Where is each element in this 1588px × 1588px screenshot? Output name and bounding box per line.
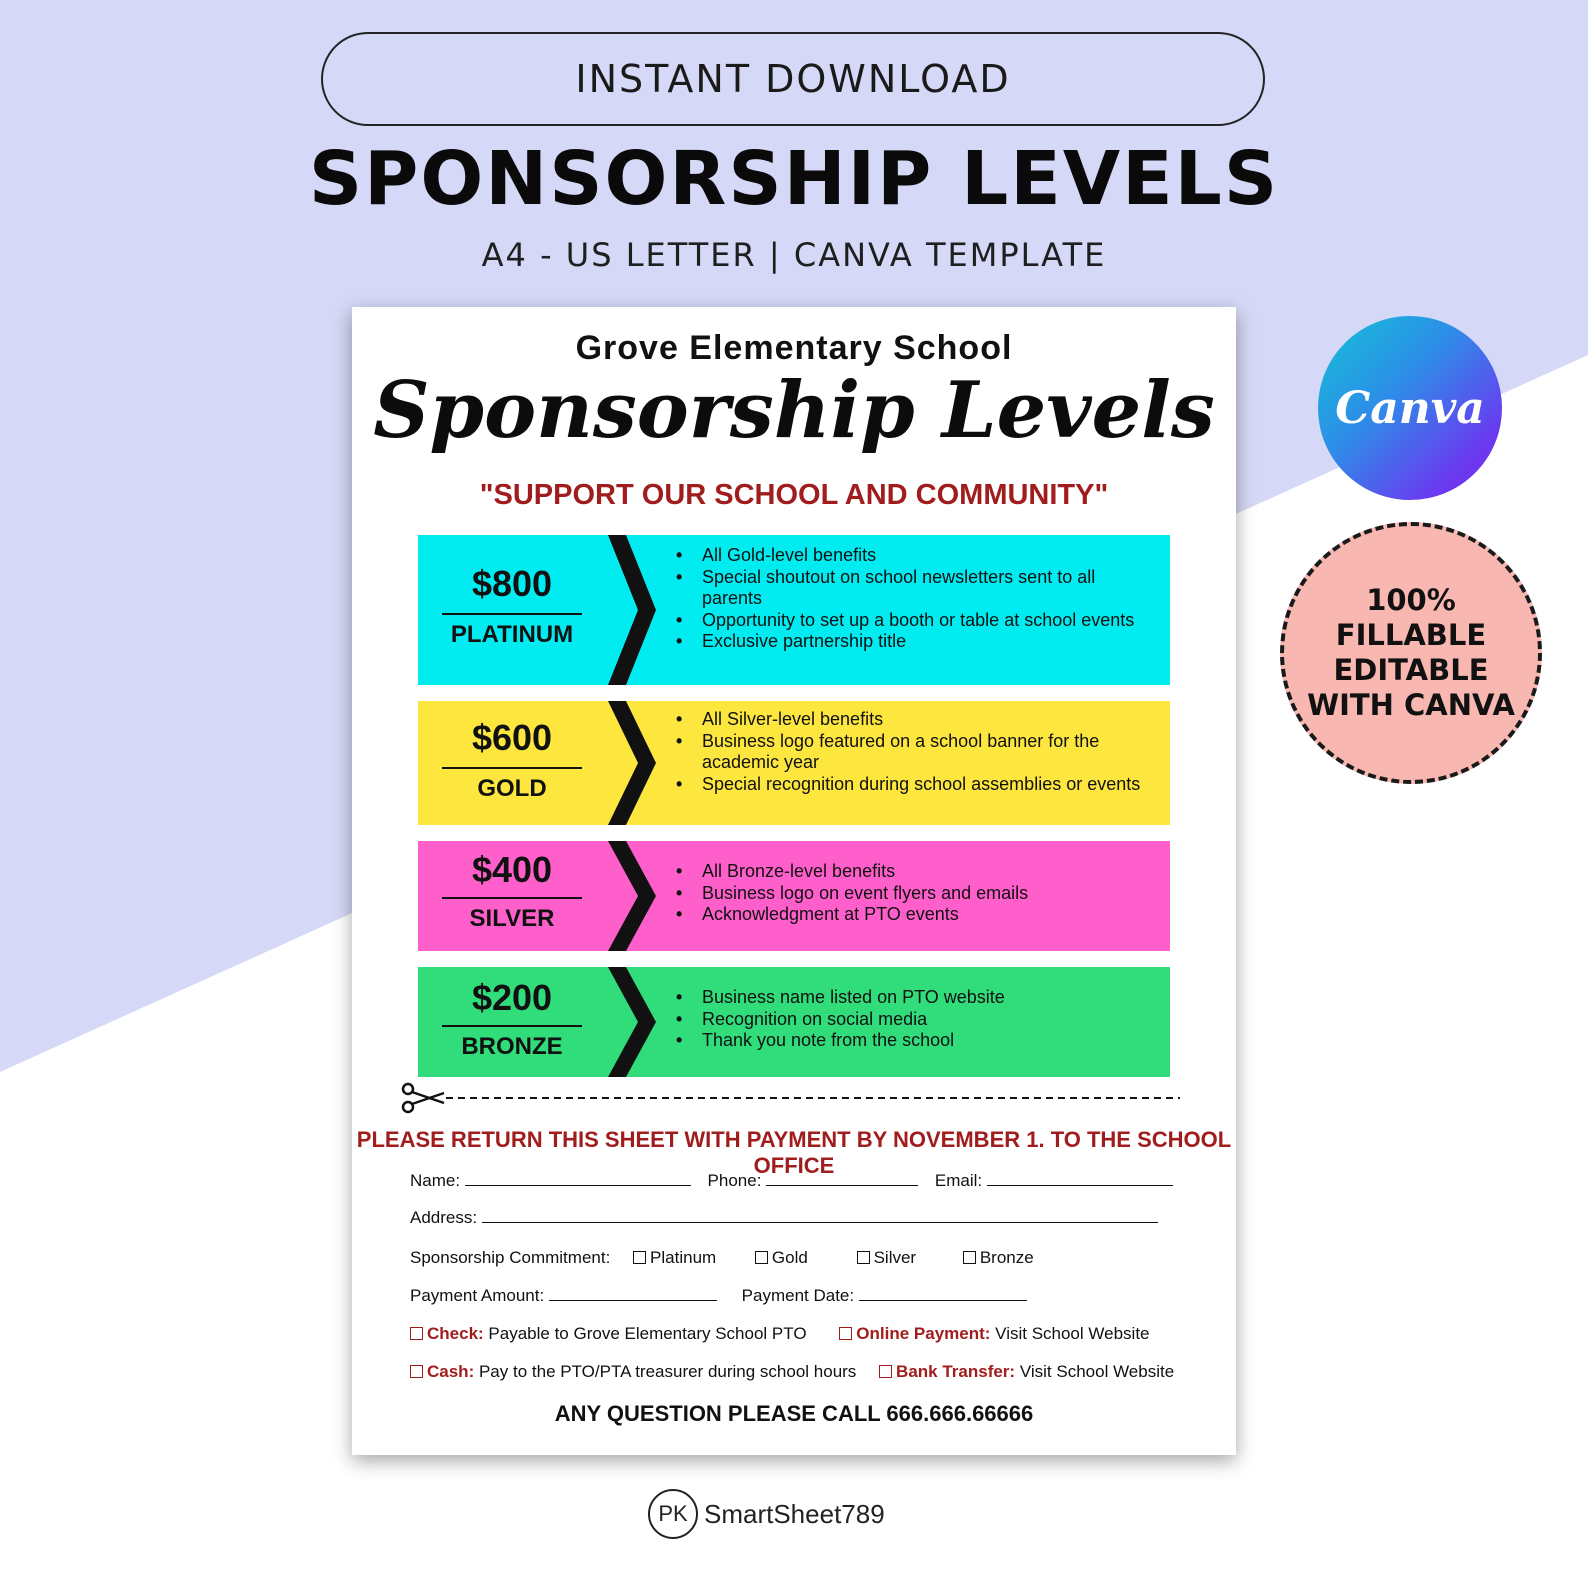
tier-name: BRONZE: [461, 1033, 563, 1060]
tier-price: $200: [471, 977, 553, 1018]
editable-badge: [1280, 522, 1542, 784]
tier-price: $800: [471, 563, 553, 604]
checkbox[interactable]: [839, 1327, 852, 1340]
flyer-tagline: "SUPPORT OUR SCHOOL AND COMMUNITY": [479, 479, 1109, 511]
tier-divider: [442, 767, 582, 769]
option-silver[interactable]: Silver: [857, 1248, 917, 1267]
tier-price-panel: [418, 701, 608, 825]
email-label: Email:: [934, 1171, 983, 1190]
checkbox[interactable]: [410, 1365, 423, 1378]
commitment-row: [410, 1248, 1034, 1268]
tier-divider: [442, 1025, 582, 1027]
flyer-sheet: [352, 307, 1236, 1455]
benefit-item: • All Silver-level benefits: [676, 709, 1150, 731]
benefit-item: • Special recognition during school assemblies or events: [676, 774, 1150, 796]
checkbox[interactable]: [410, 1327, 423, 1340]
benefit-item: • Business logo featured on a school banner for the academic year: [676, 731, 1150, 774]
tier-benefits: [676, 709, 1150, 795]
option-platinum[interactable]: Platinum: [633, 1248, 716, 1267]
payment-methods-row-1: [410, 1324, 1150, 1344]
canva-logo: Canva: [1318, 316, 1502, 500]
date-label: Payment Date:: [741, 1286, 855, 1305]
amount-field[interactable]: [549, 1300, 717, 1301]
payment-methods-row-2: [410, 1362, 1174, 1382]
benefit-item: • Business name listed on PTO website: [676, 987, 1150, 1009]
address-row: [410, 1208, 1158, 1228]
tier-name: SILVER: [469, 905, 555, 932]
checkbox[interactable]: [633, 1251, 646, 1264]
option-bronze[interactable]: Bronze: [963, 1248, 1034, 1267]
scissors-icon: [403, 1084, 444, 1112]
instant-download-pill: INSTANT DOWNLOAD: [321, 32, 1265, 126]
tier-benefits: [676, 987, 1150, 1052]
tier-price-panel: [418, 967, 608, 1077]
chevron-right-icon: [608, 701, 668, 825]
tier-price-panel: [418, 841, 608, 951]
benefit-item: • All Gold-level benefits: [676, 545, 1150, 567]
phone-field[interactable]: [766, 1185, 918, 1186]
tier-platinum: [418, 535, 1170, 685]
tier-silver: [418, 841, 1170, 951]
checkbox[interactable]: [755, 1251, 768, 1264]
chevron-right-icon: [608, 967, 668, 1077]
scissors-cut-line: [400, 1077, 1180, 1117]
tier-name: GOLD: [477, 775, 547, 802]
benefit-item: • Special shoutout on school newsletters sent to all parents: [676, 567, 1150, 610]
option-check[interactable]: Check: Payable to Grove Elementary School PTO: [410, 1324, 807, 1343]
commitment-label: Sponsorship Commitment:: [410, 1248, 611, 1267]
tier-price: $600: [471, 717, 553, 758]
benefit-item: • All Bronze-level benefits: [676, 861, 1150, 883]
name-label: Name:: [410, 1171, 461, 1190]
page-title: SPONSORSHIP LEVELS: [308, 136, 1280, 222]
checkbox[interactable]: [879, 1365, 892, 1378]
contact-question: ANY QUESTION PLEASE CALL 666.666.66666: [554, 1401, 1034, 1426]
tier-name: PLATINUM: [450, 621, 574, 648]
option-bank[interactable]: Bank Transfer: Visit School Website: [879, 1362, 1174, 1381]
email-field[interactable]: [987, 1185, 1173, 1186]
brand-name: SmartSheet789: [704, 1498, 885, 1529]
option-cash[interactable]: Cash: Pay to the PTO/PTA treasurer during school hours: [410, 1362, 856, 1381]
address-label: Address:: [410, 1208, 478, 1227]
option-gold[interactable]: Gold: [755, 1248, 808, 1267]
tier-gold: [418, 701, 1170, 825]
checkbox[interactable]: [963, 1251, 976, 1264]
payment-row: [410, 1286, 1027, 1306]
contact-row: [410, 1171, 1173, 1191]
tier-benefits: [676, 545, 1150, 653]
tier-price-panel: [418, 535, 608, 685]
chevron-right-icon: [608, 841, 668, 951]
name-field[interactable]: [465, 1185, 691, 1186]
benefit-item: • Thank you note from the school: [676, 1030, 1150, 1052]
page-subtitle: A4 - US LETTER | CANVA TEMPLATE: [481, 236, 1107, 274]
benefit-item: • Acknowledgment at PTO events: [676, 904, 1150, 926]
chevron-right-icon: [608, 535, 668, 685]
phone-label: Phone:: [707, 1171, 762, 1190]
school-name: Grove Elementary School: [575, 329, 1013, 367]
badge-line: WITH CANVA: [1307, 688, 1515, 722]
tier-price: $400: [471, 849, 553, 890]
badge-line: EDITABLE: [1333, 653, 1489, 687]
flyer-title: Sponsorship Levels: [373, 365, 1215, 456]
amount-label: Payment Amount:: [410, 1286, 545, 1305]
benefit-item: • Recognition on social media: [676, 1009, 1150, 1031]
option-online[interactable]: Online Payment: Visit School Website: [839, 1324, 1149, 1343]
brand-logo: [648, 1486, 885, 1542]
address-field[interactable]: [482, 1222, 1158, 1223]
tier-benefits: [676, 861, 1150, 926]
benefit-item: • Opportunity to set up a booth or table at school events: [676, 610, 1150, 632]
tier-divider: [442, 897, 582, 899]
benefit-item: • Business logo on event flyers and emails: [676, 883, 1150, 905]
badge-line: FILLABLE: [1335, 618, 1487, 652]
benefit-item: • Exclusive partnership title: [676, 631, 1150, 653]
badge-line: 100%: [1366, 583, 1456, 617]
tier-bronze: [418, 967, 1170, 1077]
brand-initials: PK: [648, 1489, 698, 1539]
date-field[interactable]: [859, 1300, 1027, 1301]
return-note: PLEASE RETURN THIS SHEET WITH PAYMENT BY NOVEMBER 1. TO THE SCHOOL OFFICE: [356, 1127, 1232, 1178]
tier-divider: [442, 613, 582, 615]
checkbox[interactable]: [857, 1251, 870, 1264]
